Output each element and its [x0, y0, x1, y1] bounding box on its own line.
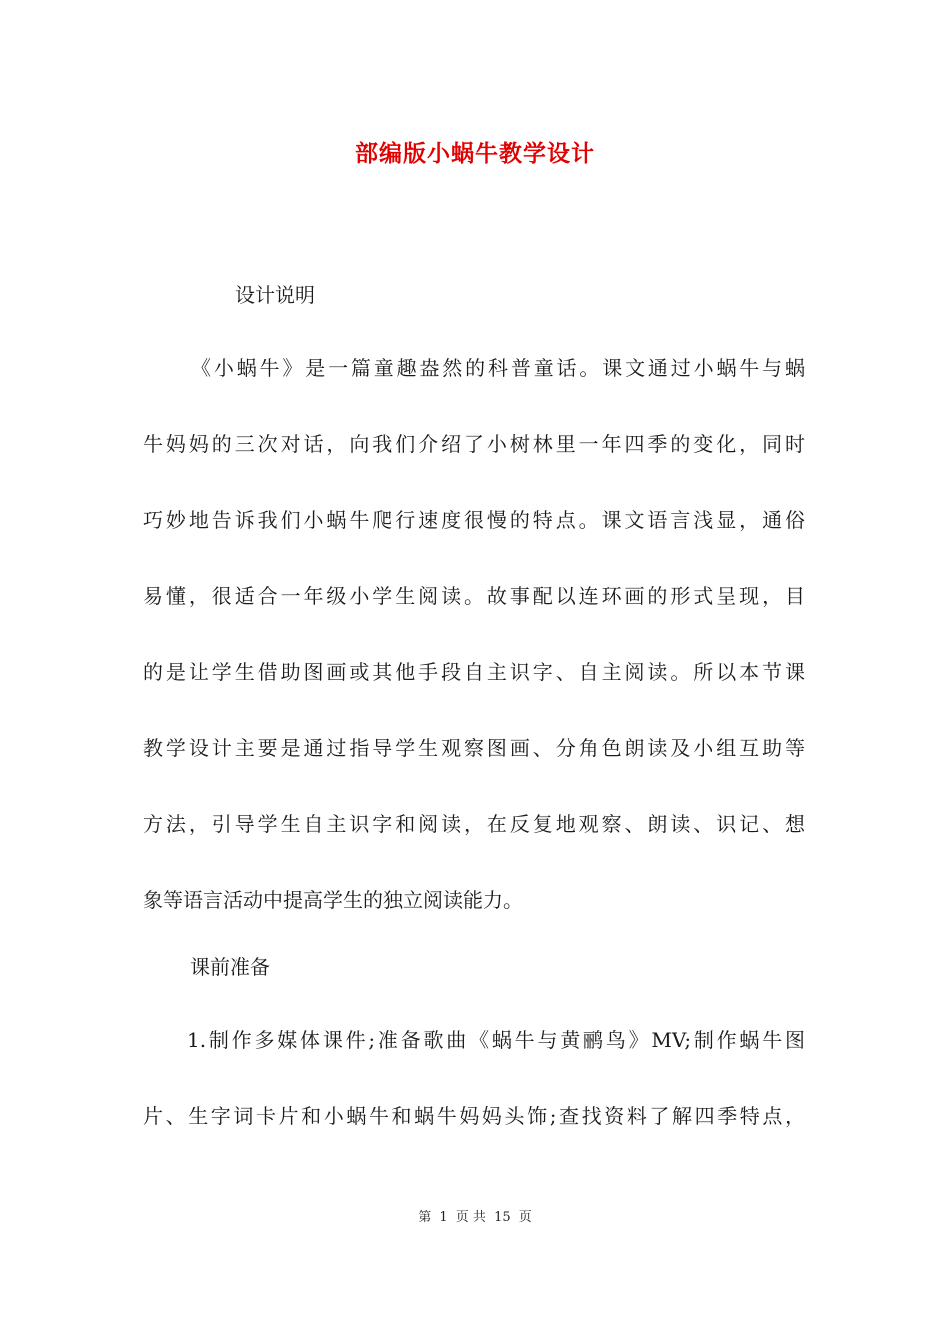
footer-prefix: 第: [418, 1210, 432, 1225]
page-footer: [0, 1208, 950, 1228]
paragraph-line: 方法，引导学生自主识字和阅读，在反复地观察、朗读、识记、想: [143, 812, 805, 836]
paragraph-line: 易懂，很适合一年级小学生阅读。故事配以连环画的形式呈现，目: [143, 584, 805, 608]
footer-suffix: 页: [518, 1210, 532, 1225]
section-heading-preparation: 课前准备: [190, 955, 270, 979]
footer-total-pages: 15: [494, 1210, 511, 1225]
paragraph-line: 象等语言活动中提高学生的独立阅读能力。: [143, 888, 523, 912]
paragraph-line: 教学设计主要是通过指导学生观察图画、分角色朗读及小组互助等: [143, 736, 805, 760]
paragraph-line: 片、生字词卡片和小蜗牛和蜗牛妈妈头饰;查找资料了解四季特点，: [143, 1104, 805, 1128]
paragraph-line: 1.制作多媒体课件;准备歌曲《蜗牛与黄鹂鸟》MV;制作蜗牛图: [187, 1028, 805, 1052]
paragraph-preparation: [143, 1002, 805, 1154]
footer-page-number: 1: [439, 1210, 448, 1225]
document-title: 部编版小蜗牛教学设计: [355, 140, 595, 167]
paragraph-line: 巧妙地告诉我们小蜗牛爬行速度很慢的特点。课文语言浅显，通俗: [143, 508, 805, 532]
paragraph-line: 牛妈妈的三次对话，向我们介绍了小树林里一年四季的变化，同时: [143, 432, 805, 456]
paragraph-design-description: [143, 330, 805, 938]
section-heading-design: 设计说明: [235, 283, 315, 307]
paragraph-line: 《小蜗牛》是一篇童趣盎然的科普童话。课文通过小蜗牛与蜗: [191, 356, 805, 380]
paragraph-line: 的是让学生借助图画或其他手段自主识字、自主阅读。所以本节课: [143, 660, 805, 684]
footer-middle: 页 共: [455, 1210, 486, 1225]
